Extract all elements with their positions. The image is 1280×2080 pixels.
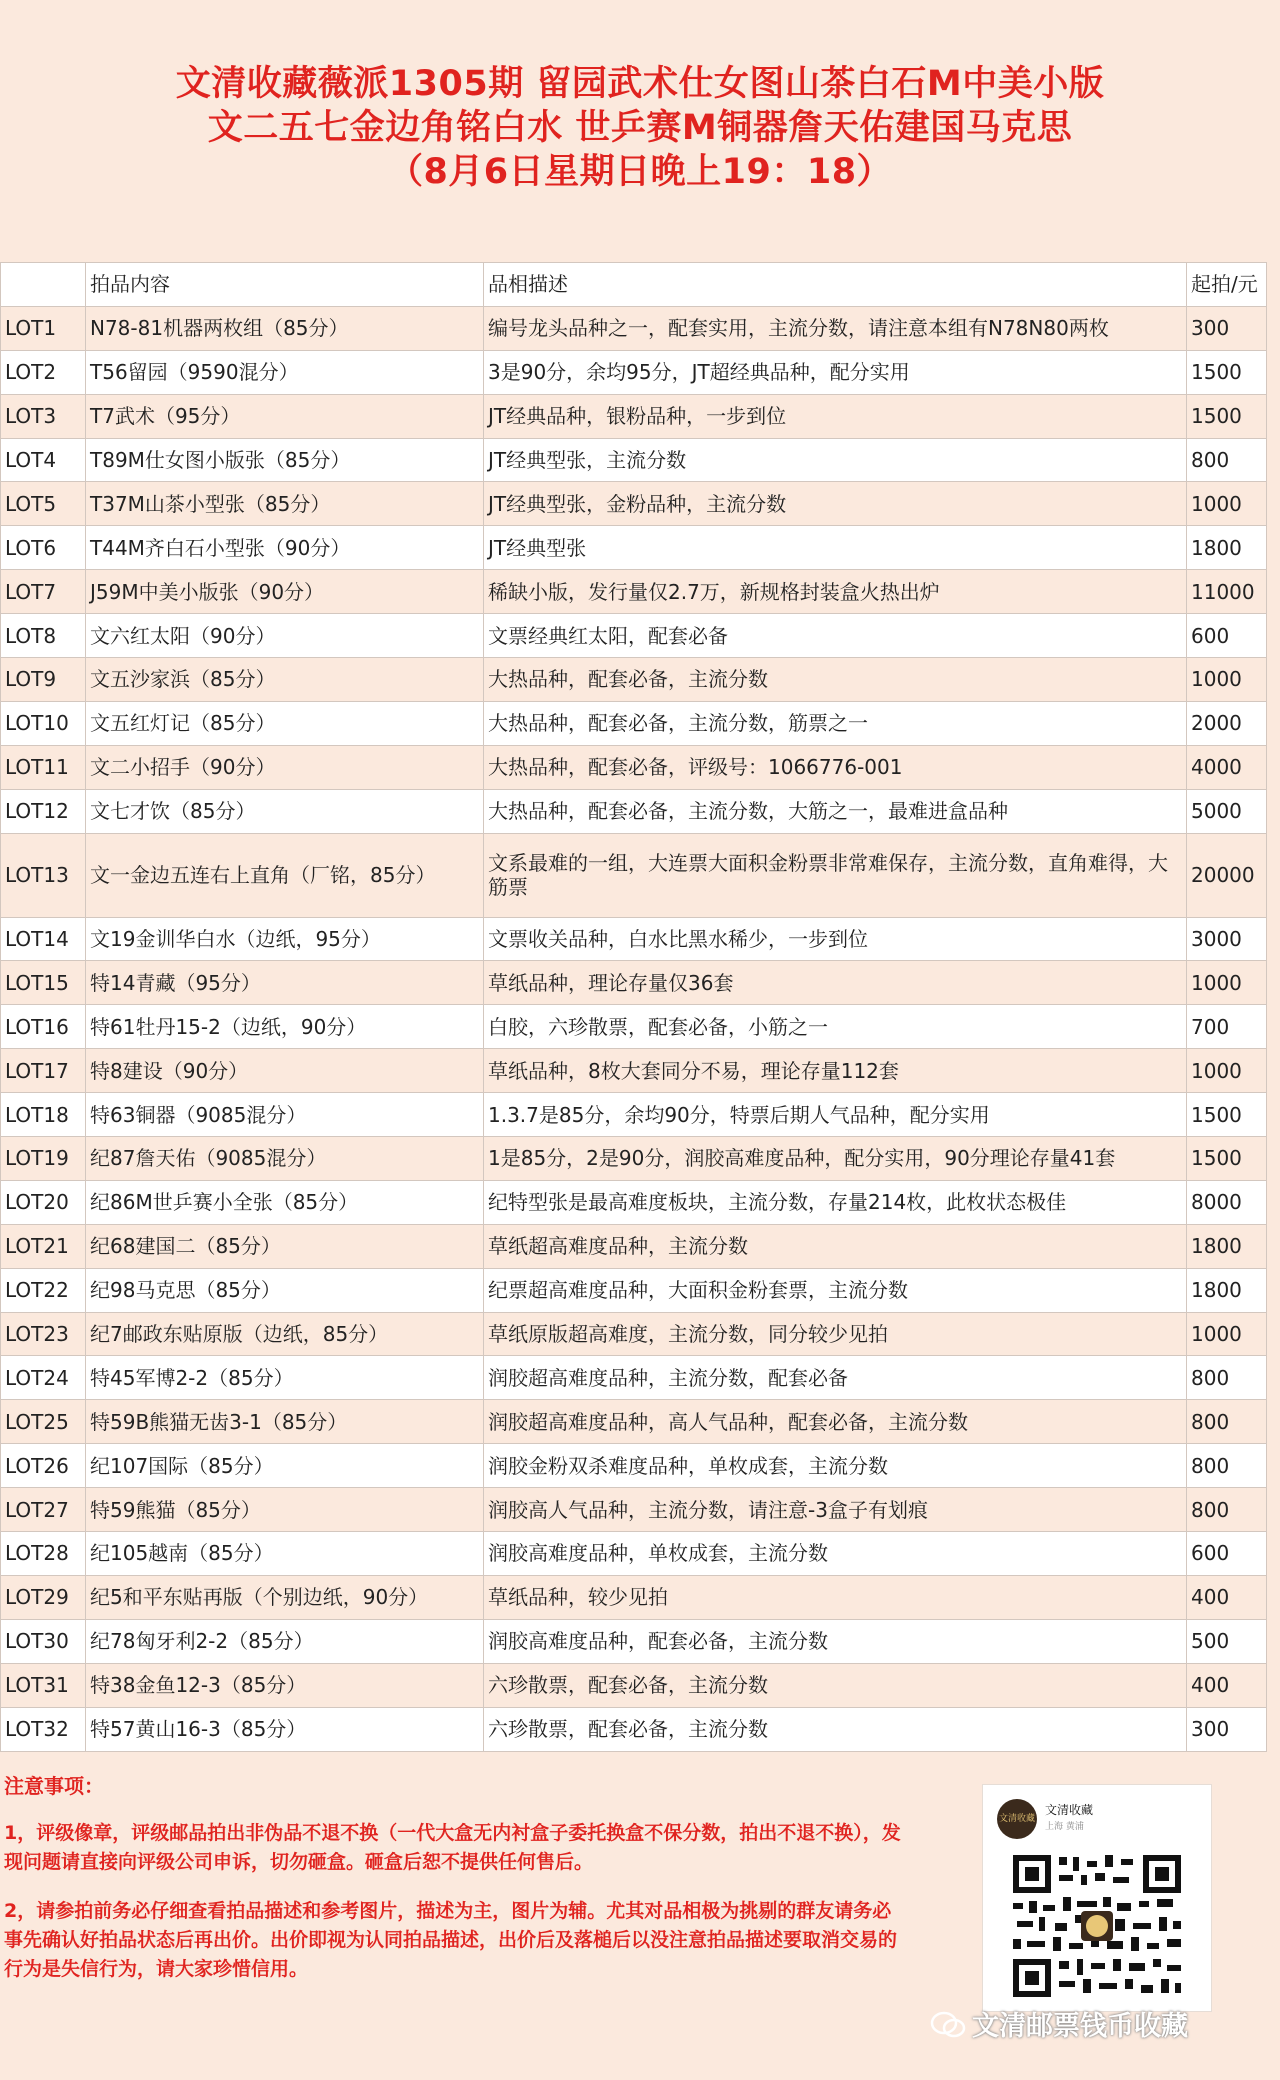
lot-cell: LOT28 <box>1 1532 86 1576</box>
item-cell: T56留园（9590混分） <box>86 350 484 394</box>
desc-cell: 大热品种，配套必备，主流分数，筋票之一 <box>484 701 1187 745</box>
price-cell: 300 <box>1187 1707 1267 1751</box>
lot-cell: LOT30 <box>1 1619 86 1663</box>
lot-cell: LOT5 <box>1 482 86 526</box>
watermark <box>930 2004 1188 2043</box>
desc-cell: 草纸品种，8枚大套同分不易，理论存量112套 <box>484 1049 1187 1093</box>
desc-cell: 大热品种，配套必备，主流分数，大筋之一，最难进盒品种 <box>484 789 1187 833</box>
table-row <box>1 1400 1267 1444</box>
price-cell: 8000 <box>1187 1180 1267 1224</box>
lot-cell: LOT26 <box>1 1444 86 1488</box>
lot-cell: LOT15 <box>1 961 86 1005</box>
lot-cell: LOT31 <box>1 1663 86 1707</box>
item-cell: 特61牡丹15-2（边纸，90分） <box>86 1005 484 1049</box>
lot-cell: LOT29 <box>1 1575 86 1619</box>
table-row <box>1 438 1267 482</box>
column-header-desc: 品相描述 <box>484 263 1187 307</box>
desc-cell: JT经典型张 <box>484 526 1187 570</box>
item-cell: 纪107国际（85分） <box>86 1444 484 1488</box>
item-cell: 特14青藏（95分） <box>86 961 484 1005</box>
note-item-2: 2，请参拍前务必仔细查看拍品描述和参考图片，描述为主，图片为辅。尤其对品相极为挑剔的群友请务必事先确认好拍品状态后再出价。出价即视为认同拍品描述，出价后及落槌后以没注意拍品描述要取消交易的行为是失信行为，请大家珍惜信用。 <box>4 1900 898 1980</box>
item-cell: 纪68建国二（85分） <box>86 1224 484 1268</box>
item-cell: 文五沙家浜（85分） <box>86 658 484 702</box>
price-cell: 1000 <box>1187 961 1267 1005</box>
table-row <box>1 1180 1267 1224</box>
item-cell: 纪98马克思（85分） <box>86 1268 484 1312</box>
table-row <box>1 570 1267 614</box>
item-cell: 特8建设（90分） <box>86 1049 484 1093</box>
desc-cell: 润胶高难度品种，单枚成套，主流分数 <box>484 1532 1187 1576</box>
price-cell: 5000 <box>1187 789 1267 833</box>
price-cell: 300 <box>1187 306 1267 350</box>
column-header-item: 拍品内容 <box>86 263 484 307</box>
notes-heading: 注意事项： <box>4 1774 104 1798</box>
item-cell: 文七才饮（85分） <box>86 789 484 833</box>
desc-cell: 编号龙头品种之一，配套实用，主流分数，请注意本组有N78N80两枚 <box>484 306 1187 350</box>
qr-card <box>982 1784 1212 2012</box>
lot-cell: LOT22 <box>1 1268 86 1312</box>
lot-cell: LOT6 <box>1 526 86 570</box>
price-cell: 1800 <box>1187 1268 1267 1312</box>
header <box>0 0 1280 258</box>
table-row <box>1 350 1267 394</box>
desc-cell: 纪特型张是最高难度板块，主流分数，存量214枚，此枚状态极佳 <box>484 1180 1187 1224</box>
desc-cell: 1是85分，2是90分，润胶高难度品种，配分实用，90分理论存量41套 <box>484 1137 1187 1181</box>
item-cell: 纪87詹天佑（9085混分） <box>86 1137 484 1181</box>
desc-cell: JT经典品种，银粉品种，一步到位 <box>484 394 1187 438</box>
desc-cell: 文票经典红太阳，配套必备 <box>484 614 1187 658</box>
desc-cell: 大热品种，配套必备，主流分数 <box>484 658 1187 702</box>
price-cell: 800 <box>1187 1444 1267 1488</box>
price-cell: 1000 <box>1187 482 1267 526</box>
price-cell: 1000 <box>1187 1312 1267 1356</box>
desc-cell: 润胶金粉双杀难度品种，单枚成套，主流分数 <box>484 1444 1187 1488</box>
desc-cell: 文票收关品种，白水比黑水稀少，一步到位 <box>484 917 1187 961</box>
price-cell: 1000 <box>1187 658 1267 702</box>
table-row <box>1 745 1267 789</box>
item-cell: 纪86M世乒赛小全张（85分） <box>86 1180 484 1224</box>
desc-cell: JT经典型张，主流分数 <box>484 438 1187 482</box>
price-cell: 1500 <box>1187 1137 1267 1181</box>
shop-name: 文清收藏 <box>1045 1803 1094 1817</box>
table-row <box>1 1356 1267 1400</box>
item-cell: 文19金训华白水（边纸，95分） <box>86 917 484 961</box>
shop-location: 上海 黄浦 <box>1045 1822 1084 1832</box>
table-row <box>1 1488 1267 1532</box>
price-cell: 1500 <box>1187 1093 1267 1137</box>
table-row <box>1 1312 1267 1356</box>
notes-section <box>4 1772 904 2004</box>
desc-cell: 草纸原版超高难度，主流分数，同分较少见拍 <box>484 1312 1187 1356</box>
desc-cell: 3是90分，余均95分，JT超经典品种，配分实用 <box>484 350 1187 394</box>
table-row <box>1 917 1267 961</box>
table-row <box>1 1224 1267 1268</box>
lot-cell: LOT25 <box>1 1400 86 1444</box>
table-row <box>1 1137 1267 1181</box>
price-cell: 1500 <box>1187 350 1267 394</box>
price-cell: 1800 <box>1187 1224 1267 1268</box>
watermark-text: 文清邮票钱币收藏 <box>972 2011 1188 2042</box>
price-cell: 500 <box>1187 1619 1267 1663</box>
desc-cell: 大热品种，配套必备，评级号：1066776-001 <box>484 745 1187 789</box>
lot-cell: LOT19 <box>1 1137 86 1181</box>
item-cell: 文五红灯记（85分） <box>86 701 484 745</box>
table-row <box>1 1619 1267 1663</box>
shop-logo: 文清收藏 <box>997 1799 1037 1839</box>
table-row <box>1 961 1267 1005</box>
price-cell: 800 <box>1187 1488 1267 1532</box>
lot-cell: LOT7 <box>1 570 86 614</box>
table-row <box>1 482 1267 526</box>
lot-cell: LOT8 <box>1 614 86 658</box>
item-cell: T37M山茶小型张（85分） <box>86 482 484 526</box>
price-cell: 4000 <box>1187 745 1267 789</box>
table-row <box>1 1049 1267 1093</box>
desc-cell: 1.3.7是85分，余均90分，特票后期人气品种，配分实用 <box>484 1093 1187 1137</box>
price-cell: 800 <box>1187 1356 1267 1400</box>
item-cell: T7武术（95分） <box>86 394 484 438</box>
lot-cell: LOT24 <box>1 1356 86 1400</box>
item-cell: T89M仕女图小版张（85分） <box>86 438 484 482</box>
table-row <box>1 701 1267 745</box>
table-row <box>1 1663 1267 1707</box>
table-row <box>1 526 1267 570</box>
title-line-1: 文清收藏薇派1305期 留园武术仕女图山茶白石M中美小版 <box>175 64 1105 104</box>
desc-cell: 润胶高难度品种，配套必备，主流分数 <box>484 1619 1187 1663</box>
table-row <box>1 658 1267 702</box>
item-cell: 文二小招手（90分） <box>86 745 484 789</box>
desc-cell: 草纸品种，较少见拍 <box>484 1575 1187 1619</box>
lot-cell: LOT13 <box>1 833 86 917</box>
item-cell: 特45军博2-2（85分） <box>86 1356 484 1400</box>
price-cell: 1000 <box>1187 1049 1267 1093</box>
price-cell: 700 <box>1187 1005 1267 1049</box>
table-row <box>1 1575 1267 1619</box>
table-row <box>1 1707 1267 1751</box>
price-cell: 2000 <box>1187 701 1267 745</box>
lot-cell: LOT10 <box>1 701 86 745</box>
item-cell: 纪7邮政东贴原版（边纸，85分） <box>86 1312 484 1356</box>
auction-table-wrapper <box>0 262 1266 1752</box>
table-header-row <box>1 263 1267 307</box>
note-item-1: 1，评级像章，评级邮品拍出非伪品不退不换（一代大盒无内衬盒子委托换盒不保分数，拍出不退不换），发现问题请直接向评级公司申诉，切勿砸盒。砸盒后恕不提供任何售后。 <box>4 1822 901 1873</box>
desc-cell: 草纸超高难度品种，主流分数 <box>484 1224 1187 1268</box>
lot-cell: LOT4 <box>1 438 86 482</box>
lot-cell: LOT1 <box>1 306 86 350</box>
item-cell: 文六红太阳（90分） <box>86 614 484 658</box>
item-cell: J59M中美小版张（90分） <box>86 570 484 614</box>
price-cell: 400 <box>1187 1663 1267 1707</box>
item-cell: 特63铜器（9085混分） <box>86 1093 484 1137</box>
title-line-3: （8月6日星期日晚上19：18） <box>387 152 893 192</box>
desc-cell: 草纸品种，理论存量仅36套 <box>484 961 1187 1005</box>
desc-cell: 润胶超高难度品种，主流分数，配套必备 <box>484 1356 1187 1400</box>
table-row <box>1 1444 1267 1488</box>
price-cell: 400 <box>1187 1575 1267 1619</box>
item-cell: 纪105越南（85分） <box>86 1532 484 1576</box>
table-row <box>1 1093 1267 1137</box>
desc-cell: 白胶，六珍散票，配套必备，小筋之一 <box>484 1005 1187 1049</box>
price-cell: 800 <box>1187 438 1267 482</box>
item-cell: T44M齐白石小型张（90分） <box>86 526 484 570</box>
price-cell: 11000 <box>1187 570 1267 614</box>
price-cell: 3000 <box>1187 917 1267 961</box>
title-line-2: 文二五七金边角铭白水 世乒赛M铜器詹天佑建国马克思 <box>207 108 1073 148</box>
price-cell: 1800 <box>1187 526 1267 570</box>
item-cell: 特59熊猫（85分） <box>86 1488 484 1532</box>
price-cell: 1500 <box>1187 394 1267 438</box>
desc-cell: 纪票超高难度品种，大面积金粉套票，主流分数 <box>484 1268 1187 1312</box>
desc-cell: 六珍散票，配套必备，主流分数 <box>484 1707 1187 1751</box>
qr-code-icon <box>1007 1851 1187 2001</box>
table-row <box>1 394 1267 438</box>
lot-cell: LOT12 <box>1 789 86 833</box>
lot-cell: LOT21 <box>1 1224 86 1268</box>
table-row <box>1 789 1267 833</box>
item-cell: 特59B熊猫无齿3-1（85分） <box>86 1400 484 1444</box>
lot-cell: LOT2 <box>1 350 86 394</box>
desc-cell: 稀缺小版，发行量仅2.7万，新规格封装盒火热出炉 <box>484 570 1187 614</box>
item-cell: 文一金边五连右上直角（厂铭，85分） <box>86 833 484 917</box>
auction-table <box>0 262 1267 1752</box>
lot-cell: LOT20 <box>1 1180 86 1224</box>
column-header-price: 起拍/元 <box>1187 263 1267 307</box>
desc-cell: 文系最难的一组，大连票大面积金粉票非常难保存，主流分数，直角难得，大筋票 <box>484 833 1187 917</box>
table-row <box>1 833 1267 917</box>
desc-cell: 六珍散票，配套必备，主流分数 <box>484 1663 1187 1707</box>
lot-cell: LOT9 <box>1 658 86 702</box>
price-cell: 600 <box>1187 614 1267 658</box>
desc-cell: JT经典型张，金粉品种，主流分数 <box>484 482 1187 526</box>
price-cell: 20000 <box>1187 833 1267 917</box>
item-cell: 纪5和平东贴再版（个别边纸，90分） <box>86 1575 484 1619</box>
table-body <box>1 306 1267 1751</box>
desc-cell: 润胶高人气品种，主流分数，请注意-3盒子有划痕 <box>484 1488 1187 1532</box>
table-row <box>1 1005 1267 1049</box>
item-cell: 特38金鱼12-3（85分） <box>86 1663 484 1707</box>
lot-cell: LOT11 <box>1 745 86 789</box>
table-row <box>1 1532 1267 1576</box>
table-row <box>1 1268 1267 1312</box>
table-row <box>1 614 1267 658</box>
price-cell: 800 <box>1187 1400 1267 1444</box>
price-cell: 600 <box>1187 1532 1267 1576</box>
lot-cell: LOT3 <box>1 394 86 438</box>
item-cell: 特57黄山16-3（85分） <box>86 1707 484 1751</box>
desc-cell: 润胶超高难度品种，高人气品种，配套必备，主流分数 <box>484 1400 1187 1444</box>
item-cell: N78-81机器两枚组（85分） <box>86 306 484 350</box>
lot-cell: LOT16 <box>1 1005 86 1049</box>
wechat-icon <box>930 2011 966 2039</box>
lot-cell: LOT18 <box>1 1093 86 1137</box>
lot-cell: LOT27 <box>1 1488 86 1532</box>
lot-cell: LOT17 <box>1 1049 86 1093</box>
lot-cell: LOT32 <box>1 1707 86 1751</box>
lot-cell: LOT23 <box>1 1312 86 1356</box>
item-cell: 纪78匈牙利2-2（85分） <box>86 1619 484 1663</box>
title-block <box>0 0 1280 194</box>
column-header-lot <box>1 263 86 307</box>
lot-cell: LOT14 <box>1 917 86 961</box>
table-row <box>1 306 1267 350</box>
